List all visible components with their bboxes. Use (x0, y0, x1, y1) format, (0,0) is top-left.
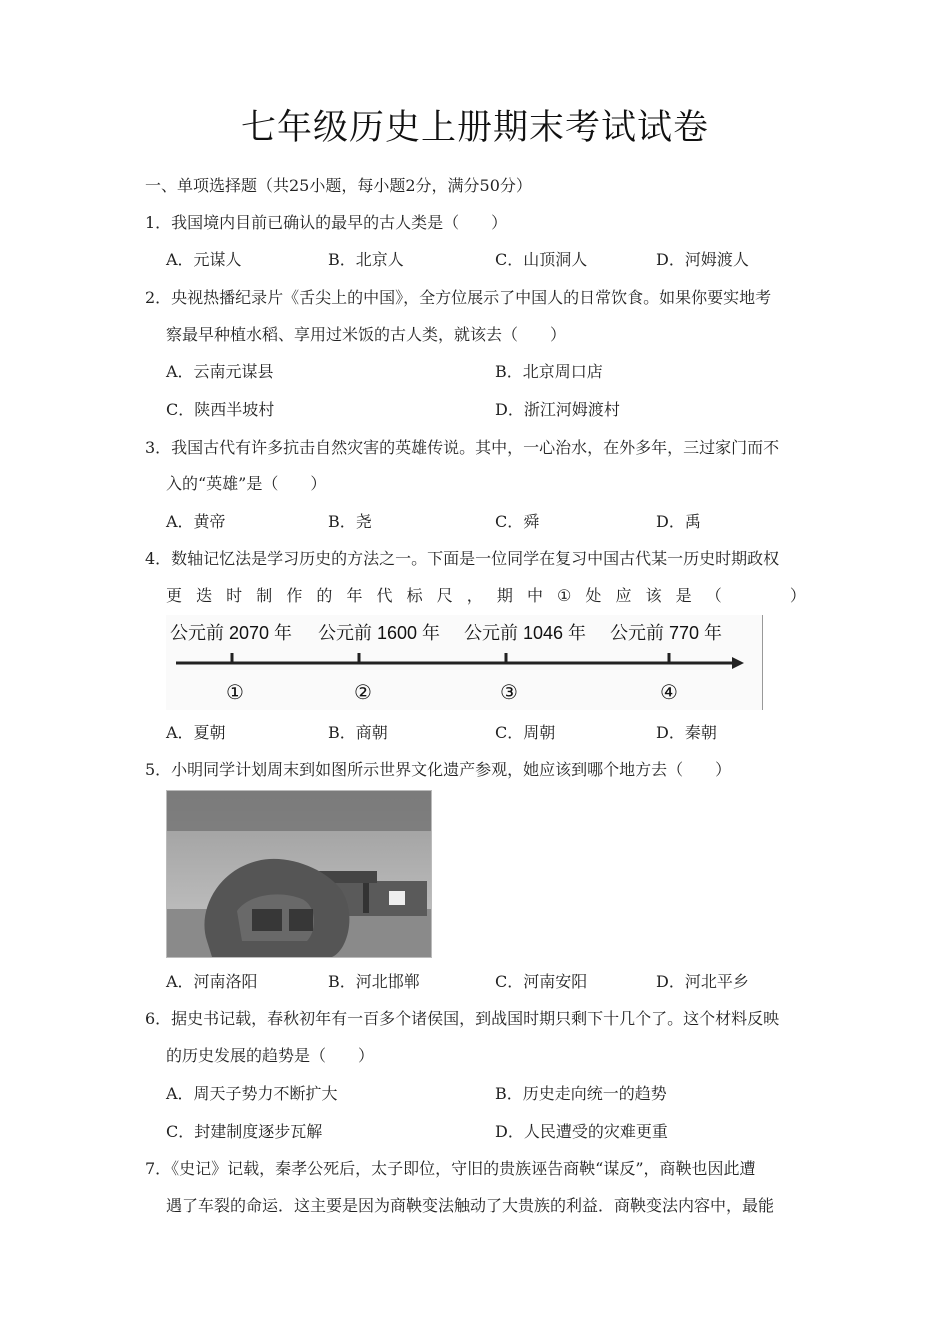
q2-option-c: C．陕西半坡村 (166, 400, 275, 419)
timeline-figure (166, 615, 763, 710)
q4-option-a: A．夏朝 (166, 723, 226, 742)
question-6-stem-line1: 6．据史书记载，春秋初年有一百多个诸侯国，到战国时期只剩下十几个了。这个材料反映 (145, 1009, 780, 1028)
timeline-date-1: 公元前 2070 年 (170, 623, 293, 643)
question-4-stem-line2 (166, 585, 806, 607)
q4-char: 代 (376, 586, 393, 605)
q4-char: 时 (226, 586, 243, 605)
q1-option-b: B．北京人 (328, 250, 404, 269)
q5-option-b: B．河北邯郸 (328, 972, 420, 991)
q4-char: 的 (316, 586, 333, 605)
q4-char: 作 (286, 586, 303, 605)
q3-option-b: B．尧 (328, 512, 372, 531)
q4-char: 标 (406, 586, 423, 605)
q4-char: 该 (645, 586, 662, 605)
q5-option-c: C．河南安阳 (495, 972, 588, 991)
q4-char: 年 (346, 586, 363, 605)
q4-option-c: C．周朝 (495, 723, 556, 742)
timeline-arrowhead (732, 657, 744, 669)
q2-option-b: B．北京周口店 (495, 362, 603, 381)
q3-option-a: A．黄帝 (166, 512, 226, 531)
timeline-marker-4: ④ (660, 680, 678, 704)
question-6-stem-line2: 的历史发展的趋势是（ ） (166, 1046, 375, 1065)
timeline-marker-3: ③ (500, 680, 518, 704)
question-2-stem-line1: 2．央视热播纪录片《舌尖上的中国》，全方位展示了中国人的日常饮食。如果你要实地考 (145, 288, 772, 307)
q6-option-c: C．封建制度逐步瓦解 (166, 1122, 323, 1141)
q5-option-a: A．河南洛阳 (166, 972, 258, 991)
section-header: 一、单项选择题（共25小题，每小题2分，满分50分） (145, 176, 532, 195)
q4-option-d: D．秦朝 (656, 723, 717, 742)
q4-char: 处 (585, 586, 602, 605)
question-1-stem: 1．我国境内目前已确认的最早的古人类是（ ） (145, 213, 508, 232)
q4-char: ① (557, 586, 572, 605)
timeline-date-4: 公元前 770 年 (610, 623, 723, 643)
page-title: 七年级历史上册期末考试试卷 (240, 108, 709, 148)
question-7-stem-line2: 遇了车裂的命运．这主要是因为商鞅变法触动了大贵族的利益．商鞅变法内容中，最能 (166, 1196, 775, 1215)
timeline-marker-1: ① (226, 680, 244, 704)
q4-char: （ (705, 586, 722, 605)
q4-char: 是 (675, 586, 692, 605)
timeline-marker-2: ② (354, 680, 372, 704)
q4-char: 中 (526, 586, 543, 605)
q6-option-b: B．历史走向统一的趋势 (495, 1084, 667, 1103)
question-3-stem-line2: 入的“英雄”是（ ） (166, 474, 327, 493)
q1-option-c: C．山顶洞人 (495, 250, 588, 269)
q4-char: 更 (166, 586, 183, 605)
question-5-stem: 5．小明同学计划周末到如图所示世界文化遗产参观，她应该到哪个地方去（ ） (145, 760, 732, 779)
q4-char (736, 585, 776, 607)
q4-char: 应 (615, 586, 632, 605)
question-2-stem-line2: 察最早种植水稻、享用过米饭的古人类，就该去（ ） (166, 325, 567, 344)
q4-char: 期 (496, 586, 513, 605)
q4-char: ） (789, 586, 806, 605)
q4-option-b: B．商朝 (328, 723, 388, 742)
q4-char: 尺 (436, 586, 453, 605)
q6-option-a: A．周天子势力不断扩大 (166, 1084, 338, 1103)
q2-option-a: A．云南元谋县 (166, 362, 274, 381)
question-3-stem-line1: 3．我国古代有许多抗击自然灾害的英雄传说。其中，一心治水，在外多年，三过家门而不 (145, 438, 780, 457)
q4-char: 迭 (196, 586, 213, 605)
timeline-date-3: 公元前 1046 年 (464, 623, 587, 643)
q4-char: ， (466, 586, 483, 605)
q3-option-d: D．禹 (656, 512, 701, 531)
question-4-stem-line1: 4．数轴记忆法是学习历史的方法之一。下面是一位同学在复习中国古代某一历史时期政权 (145, 549, 780, 568)
q2-option-d: D．浙江河姆渡村 (495, 400, 620, 419)
q6-option-d: D．人民遭受的灾难更重 (495, 1122, 668, 1141)
q5-option-d: D．河北平乡 (656, 972, 749, 991)
q1-option-a: A．元谋人 (166, 250, 242, 269)
q1-option-d: D．河姆渡人 (656, 250, 749, 269)
q3-option-c: C．舜 (495, 512, 540, 531)
timeline-date-2: 公元前 1600 年 (318, 623, 441, 643)
q4-char: 制 (256, 586, 273, 605)
heritage-site-photo (166, 790, 432, 958)
question-7-stem-line1: 7．《史记》记载，秦孝公死后，太子即位，守旧的贵族诬告商鞅“谋反”，商鞅也因此遭 (145, 1159, 756, 1178)
